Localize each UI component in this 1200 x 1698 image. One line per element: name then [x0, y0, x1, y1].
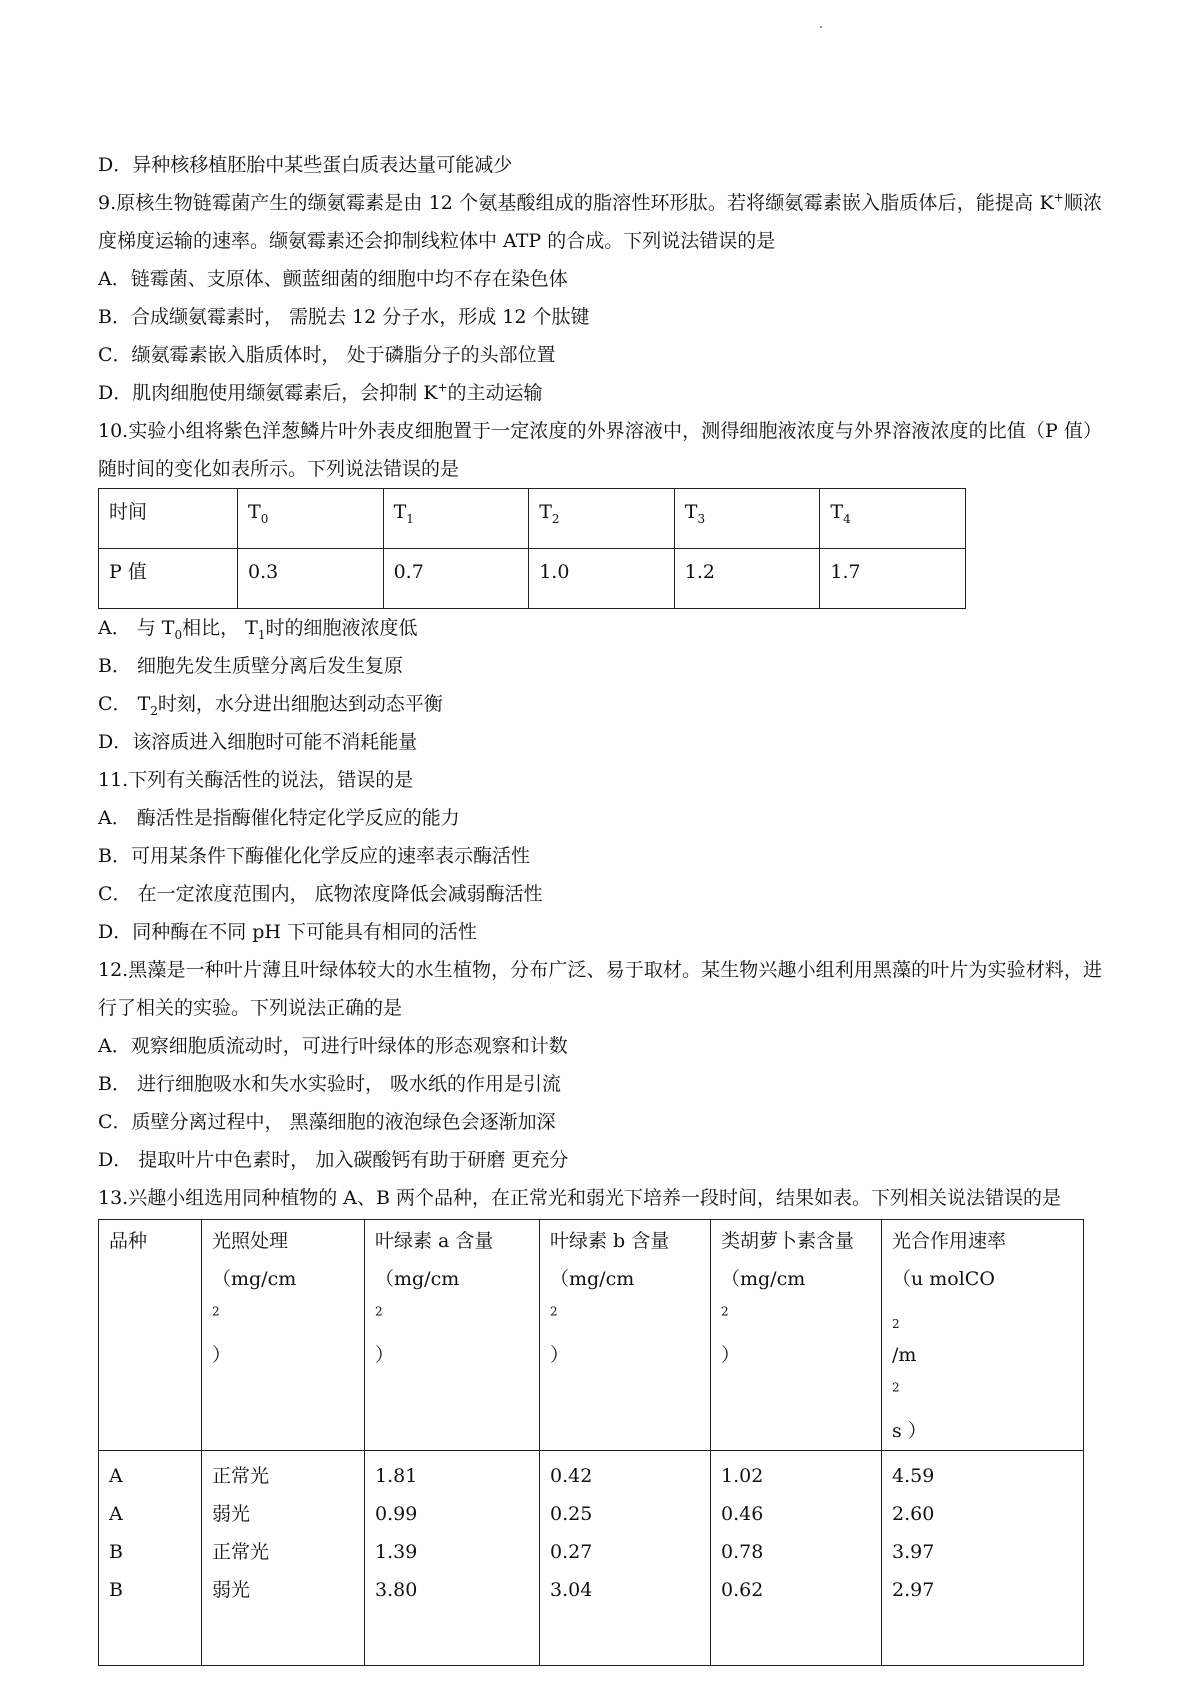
q10-option-d[interactable]: D．该溶质进入细胞时可能不消耗能量	[98, 731, 418, 753]
q12-option-c[interactable]: C．质壁分离过程中， 黑藻细胞的液泡绿色会逐渐加深	[98, 1111, 556, 1133]
q13-header-chl-b: 叶绿素 b 含量 （mg/cm $^2$ ）	[540, 1220, 711, 1451]
q13-stem: 13.兴趣小组选用同种植物的 A、B 两个品种，在正常光和弱光下培养一段时间，结果如表。下列相关说法错误的是	[98, 1187, 1061, 1209]
q9-option-a[interactable]: A．链霉菌、支原体、颤蓝细菌的细胞中均不存在染色体	[98, 268, 568, 290]
q11-option-c[interactable]: C． 在一定浓度范围内， 底物浓度降低会减弱酶活性	[98, 883, 543, 905]
q10-p-value: 1.7	[820, 549, 966, 609]
q13-header-light: 光照处理 （mg/cm $^2$ ）	[202, 1220, 365, 1451]
q8-option-d[interactable]: D．异种核移植胚胎中某些蛋白质表达量可能减少	[98, 154, 513, 176]
q10-option-c[interactable]: C． $T_2$时刻，水分进出细胞达到动态平衡	[98, 693, 443, 718]
q13-header-variety: 品种	[99, 1220, 202, 1451]
q13-col-chl-a: 1.81 0.99 1.39 3.80	[365, 1451, 540, 1666]
exam-page	[98, 146, 1102, 1666]
q12-option-a[interactable]: A．观察细胞质流动时，可进行叶绿体的形态观察和计数	[98, 1035, 568, 1057]
q13-header-row	[99, 1220, 1084, 1451]
q10-stem: 10.实验小组将紫色洋葱鳞片叶外表皮细胞置于一定浓度的外界溶液中，测得细胞液浓度与外界溶液浓度的比值（P 值） 随时间的变化如表所示。下列说法错误的是	[98, 420, 1102, 480]
q10-row-time	[99, 489, 966, 549]
q10-table	[98, 488, 966, 609]
q10-p-value: 1.0	[529, 549, 675, 609]
q10-p-value: 0.7	[383, 549, 529, 609]
q13-header-chl-a: 叶绿素 a 含量 （mg/cm $^2$ ）	[365, 1220, 540, 1451]
q11-option-b[interactable]: B．可用某条件下酶催化化学反应的速率表示酶活性	[98, 845, 530, 867]
q10-option-b[interactable]: B． 细胞先发生质壁分离后发生复原	[98, 655, 404, 677]
q11-option-d[interactable]: D．同种酶在不同 pH 下可能具有相同的活性	[98, 921, 478, 943]
q10-time-label: 时间	[99, 489, 238, 549]
q13-col-photosynthesis: 4.59 2.60 3.97 2.97	[882, 1451, 1084, 1666]
q10-time-t1: $T_1$	[383, 489, 529, 549]
q10-time-t0: $T_0$	[238, 489, 384, 549]
q10-p-value: 0.3	[238, 549, 384, 609]
q10-time-t3: $T_3$	[674, 489, 820, 549]
q13-col-variety: A A B B	[99, 1451, 202, 1666]
q12-option-b[interactable]: B． 进行细胞吸水和失水实验时， 吸水纸的作用是引流	[98, 1073, 562, 1095]
q9-option-b[interactable]: B．合成缬氨霉素时， 需脱去 12 分子水，形成 12 个肽键	[98, 306, 590, 328]
scan-dot	[820, 26, 822, 28]
q13-col-light: 正常光 弱光 正常光 弱光	[202, 1451, 365, 1666]
q13-col-carotenoid: 1.02 0.46 0.78 0.62	[711, 1451, 882, 1666]
q13-header-carotenoid: 类胡萝卜素含量 （mg/cm $^2$ ）	[711, 1220, 882, 1451]
q13-header-photosynthesis: 光合作用速率 （u molCO $_2$ /m $^2$ s ）	[882, 1220, 1084, 1451]
q13-data-row	[99, 1451, 1084, 1666]
q10-row-p	[99, 549, 966, 609]
q9-stem: 9.原核生物链霉菌产生的缬氨霉素是由 12 个氨基酸组成的脂溶性环形肽。若将缬氨霉素嵌入脂质体后，能提高 K+顺浓度梯度运输的速率。缬氨霉素还会抑制线粒体中 ATP 的合成。下列说法错误的是	[98, 190, 1102, 252]
q11-option-a[interactable]: A． 酶活性是指酶催化特定化学反应的能力	[98, 807, 460, 829]
q12-option-d[interactable]: D． 提取叶片中色素时， 加入碳酸钙有助于研磨 更充分	[98, 1149, 569, 1171]
q10-time-t4: $T_4$	[820, 489, 966, 549]
q9-option-c[interactable]: C．缬氨霉素嵌入脂质体时， 处于磷脂分子的头部位置	[98, 344, 556, 366]
q9-option-d[interactable]: D．肌肉细胞使用缬氨霉素后，会抑制 K+的主动运输	[98, 380, 543, 404]
q12-stem: 12.黑藻是一种叶片薄且叶绿体较大的水生植物，分布广泛、易于取材。某生物兴趣小组利用黑藻的叶片为实验材料，进行了相关的实验。下列说法正确的是	[98, 959, 1102, 1019]
q10-p-value: 1.2	[674, 549, 820, 609]
q10-option-a[interactable]: A． 与 $T_0$相比， $T_1$时的细胞液浓度低	[98, 617, 418, 642]
q10-p-label: P 值	[99, 549, 238, 609]
q13-col-chl-b: 0.42 0.25 0.27 3.04	[540, 1451, 711, 1666]
q13-table	[98, 1219, 1084, 1666]
q10-time-t2: $T_2$	[529, 489, 675, 549]
q11-stem: 11.下列有关酶活性的说法，错误的是	[98, 769, 414, 791]
